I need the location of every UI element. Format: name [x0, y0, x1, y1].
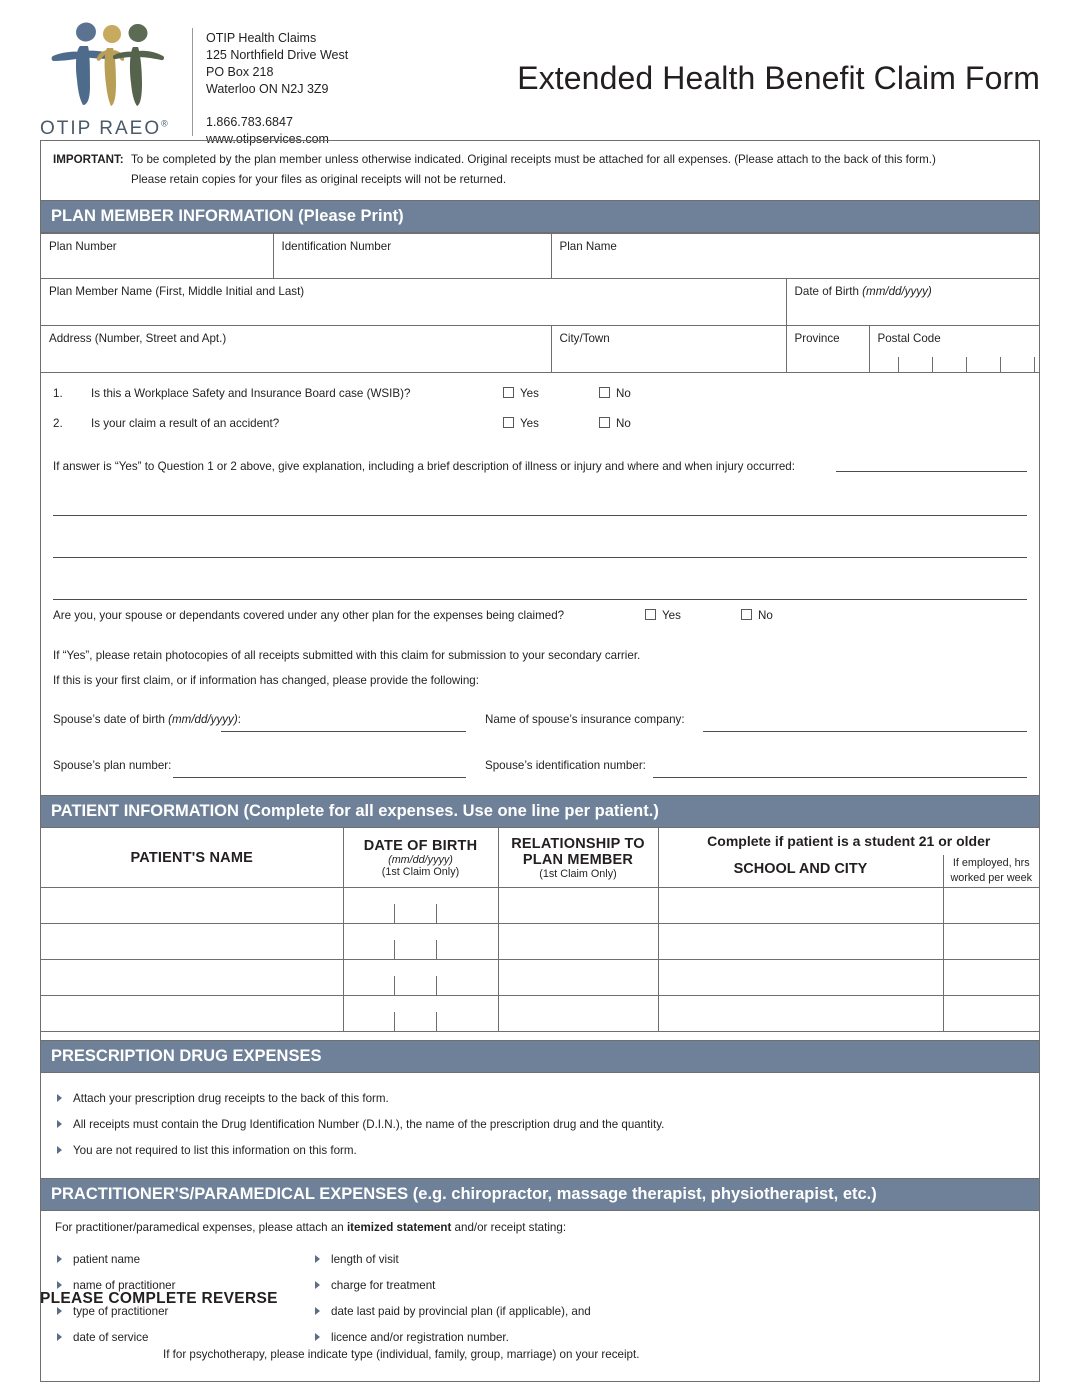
- question-2-text: Is your claim a result of an accident?: [91, 417, 280, 430]
- spouse-id-label: Spouse’s identification number:: [485, 759, 646, 772]
- table-row[interactable]: [41, 996, 1039, 1032]
- plan-member-grid: [41, 233, 1039, 373]
- cell-school-city[interactable]: [658, 888, 943, 924]
- spouse-dob-colon: :: [237, 713, 241, 726]
- list-item: length of visit: [313, 1249, 1013, 1270]
- spouse-dob-label: Spouse’s date of birth: [53, 713, 169, 726]
- list-item: charge for treatment: [313, 1275, 1013, 1296]
- field-identification-number[interactable]: [273, 234, 551, 279]
- question-2-yes-option[interactable]: [503, 417, 539, 430]
- cell-relationship[interactable]: [498, 924, 658, 960]
- coverage-yes-label: Yes: [662, 609, 681, 622]
- cell-relationship[interactable]: [498, 960, 658, 996]
- practitioner-right-bullets: [313, 1244, 1013, 1353]
- spouse-insurer-input[interactable]: [703, 731, 1027, 732]
- questions-block: [41, 373, 1039, 795]
- coverage-no-option[interactable]: [741, 609, 773, 622]
- company-website: www.otipservices.com: [206, 132, 329, 146]
- header-divider: [192, 28, 193, 136]
- note-first-claim: If this is your first claim, or if information has changed, please provide the following:: [53, 674, 479, 687]
- postal-code-separators: [870, 356, 1040, 372]
- field-plan-name-label: Plan Name: [559, 240, 617, 253]
- list-item: name of practitioner: [55, 1275, 315, 1296]
- question-2-no-label: No: [616, 417, 631, 430]
- question-2-yes-checkbox[interactable]: [503, 417, 514, 428]
- field-plan-name[interactable]: [551, 234, 1039, 279]
- important-notice: [41, 141, 1039, 200]
- cell-school-city[interactable]: [658, 960, 943, 996]
- practitioner-intro: [41, 1211, 1039, 1238]
- table-row[interactable]: [41, 888, 1039, 924]
- list-item: patient name: [55, 1249, 315, 1270]
- field-province[interactable]: [786, 326, 869, 373]
- field-address[interactable]: [41, 326, 551, 373]
- col-dob-label: DATE OF BIRTH: [363, 837, 478, 854]
- section-header-plan-member: PLAN MEMBER INFORMATION (Please Print): [41, 200, 1039, 233]
- question-2-no-option[interactable]: [599, 417, 631, 430]
- spouse-dob-input[interactable]: [221, 731, 466, 732]
- col-school-and-city-label: SCHOOL AND CITY: [733, 861, 868, 877]
- important-label: IMPORTANT:: [53, 153, 124, 166]
- question-1-row: [53, 387, 1027, 408]
- otip-logo-figures-icon: [50, 20, 170, 121]
- question-2-number: 2.: [53, 417, 63, 430]
- cell-hours-worked[interactable]: [943, 996, 1039, 1032]
- field-date-of-birth[interactable]: [786, 279, 1039, 326]
- list-item: licence and/or registration number.: [313, 1327, 1013, 1348]
- explanation-input-line-1[interactable]: [53, 515, 1027, 516]
- col-patient-name-label: PATIENT'S NAME: [130, 849, 254, 866]
- company-phone: 1.866.783.6847: [206, 115, 293, 129]
- cell-patient-name[interactable]: [41, 996, 343, 1032]
- question-1-no-checkbox[interactable]: [599, 387, 610, 398]
- question-1-number: 1.: [53, 387, 63, 400]
- col-date-of-birth: [343, 828, 498, 888]
- cell-date-of-birth[interactable]: [343, 924, 498, 960]
- col-school-and-city: [658, 855, 943, 888]
- coverage-yes-checkbox[interactable]: [645, 609, 656, 620]
- question-1-yes-label: Yes: [520, 387, 539, 400]
- spouse-id-input[interactable]: [653, 777, 1027, 778]
- page-title: Extended Health Benefit Claim Form: [517, 60, 1040, 96]
- coverage-no-label: No: [758, 609, 773, 622]
- question-1-yes-option[interactable]: [503, 387, 539, 400]
- form-header: [40, 18, 1040, 146]
- cell-relationship[interactable]: [498, 888, 658, 924]
- important-line-2: Please retain copies for your files as original receipts will not be returned.: [131, 173, 507, 186]
- company-city: Waterloo ON N2J 3Z9: [206, 82, 329, 96]
- field-plan-number[interactable]: [41, 234, 273, 279]
- practitioner-intro-pre: For practitioner/paramedical expenses, please attach an: [55, 1221, 347, 1234]
- col-patient-name: [41, 828, 343, 888]
- col-hours-worked-label-2: worked per week: [950, 872, 1033, 884]
- field-plan-member-name[interactable]: [41, 279, 786, 326]
- cell-hours-worked[interactable]: [943, 924, 1039, 960]
- table-row[interactable]: [41, 924, 1039, 960]
- form-body: [40, 140, 1040, 1382]
- col-dob-note: (1st Claim Only): [381, 865, 460, 878]
- field-date-of-birth-format: (mm/dd/yyyy): [862, 285, 932, 298]
- section-header-prescription-drug: PRESCRIPTION DRUG EXPENSES: [41, 1040, 1039, 1073]
- question-1-text: Is this a Workplace Safety and Insurance Board case (WSIB)?: [91, 387, 411, 400]
- note-secondary-carrier: If “Yes”, please retain photocopies of all receipts submitted with this claim for submission to your secondary carrier.: [53, 649, 641, 662]
- company-address: [206, 30, 348, 98]
- section-header-practitioner-paramedical: PRACTITIONER'S/PARAMEDICAL EXPENSES (e.g. chiropractor, massage therapist, physiotherapist, etc.): [41, 1178, 1039, 1211]
- field-postal-code[interactable]: [869, 326, 1039, 373]
- spouse-dob-format: (mm/dd/yyyy): [168, 713, 238, 726]
- cell-date-of-birth[interactable]: [343, 996, 498, 1032]
- cell-hours-worked[interactable]: [943, 888, 1039, 924]
- col-student-banner: [658, 828, 1039, 855]
- cell-school-city[interactable]: [658, 996, 943, 1032]
- col-relationship-note: (1st Claim Only): [539, 867, 617, 880]
- field-date-of-birth-label: Date of Birth: [794, 285, 863, 298]
- col-hours-worked-label-1: If employed, hrs: [952, 857, 1030, 869]
- field-plan-number-label: Plan Number: [49, 240, 117, 253]
- company-name: OTIP Health Claims: [206, 31, 317, 45]
- coverage-question-text: Are you, your spouse or dependants covered under any other plan for the expenses being claimed?: [53, 609, 565, 622]
- explanation-lines: [53, 473, 1027, 599]
- otip-wordmark-text: OTIP RAEO: [40, 118, 162, 139]
- list-item: type of practitioner: [55, 1301, 315, 1322]
- please-complete-reverse: PLEASE COMPLETE REVERSE: [40, 1290, 278, 1307]
- question-1-no-option[interactable]: [599, 387, 631, 400]
- col-student-banner-label: Complete if patient is a student 21 or older: [707, 833, 991, 849]
- field-city-town[interactable]: [551, 326, 786, 373]
- prescription-bullets: [41, 1073, 1039, 1178]
- col-dob-format: (mm/dd/yyyy): [388, 853, 453, 866]
- section-header-patient-information: PATIENT INFORMATION (Complete for all expenses. Use one line per patient.): [41, 795, 1039, 828]
- registered-mark-icon: ®: [161, 118, 168, 129]
- spouse-insurer-label: Name of spouse’s insurance company:: [485, 713, 685, 726]
- col-relationship-label-1: RELATIONSHIP TO: [511, 835, 645, 852]
- cell-patient-name[interactable]: [41, 888, 343, 924]
- cell-patient-name[interactable]: [41, 960, 343, 996]
- practitioner-psychotherapy-note: If for psychotherapy, please indicate type (individual, family, group, marriage) on your receipt.: [163, 1348, 640, 1361]
- cell-date-of-birth[interactable]: [343, 960, 498, 996]
- otip-logo: [40, 18, 180, 139]
- explanation-input-line-2[interactable]: [53, 557, 1027, 558]
- coverage-no-checkbox[interactable]: [741, 609, 752, 620]
- question-1-no-label: No: [616, 387, 631, 400]
- spouse-row-1: [53, 713, 1027, 735]
- question-2-no-checkbox[interactable]: [599, 417, 610, 428]
- question-2-yes-label: Yes: [520, 417, 539, 430]
- list-item: date of service: [55, 1327, 315, 1348]
- practitioner-intro-bold: itemized statement: [346, 1221, 452, 1234]
- col-relationship: [498, 828, 658, 888]
- field-province-label: Province: [794, 332, 840, 345]
- list-item: date last paid by provincial plan (if applicable), and: [313, 1301, 1013, 1322]
- field-postal-code-label: Postal Code: [877, 332, 941, 345]
- spouse-row-2: [53, 759, 1027, 781]
- cell-patient-name[interactable]: [41, 924, 343, 960]
- explanation-input-line-3[interactable]: [53, 599, 1027, 600]
- otip-wordmark: [40, 118, 168, 140]
- list-item: You are not required to list this information on this form.: [55, 1140, 1025, 1161]
- spouse-plan-input[interactable]: [173, 777, 466, 778]
- question-2-row: [53, 417, 1027, 438]
- explanation-input-line-0[interactable]: [836, 471, 1027, 472]
- field-identification-number-label: Identification Number: [281, 240, 392, 253]
- col-hours-worked: [943, 855, 1039, 888]
- list-item: All receipts must contain the Drug Identification Number (D.I.N.), the name of the prescription drug and the quantity.: [55, 1114, 1025, 1135]
- explanation-prompt: If answer is “Yes” to Question 1 or 2 above, give explanation, including a brief description of illness or injury and where and when injury occurred:: [53, 460, 795, 473]
- cell-date-of-birth[interactable]: [343, 888, 498, 924]
- spouse-plan-label: Spouse’s plan number:: [53, 759, 172, 772]
- coverage-question-row: [53, 609, 1027, 631]
- list-item: Attach your prescription drug receipts to the back of this form.: [55, 1088, 1025, 1109]
- patient-information-table: [41, 828, 1039, 1032]
- col-relationship-label-2: PLAN MEMBER: [522, 851, 634, 868]
- practitioner-intro-post: and/or receipt stating:: [451, 1221, 567, 1234]
- table-row[interactable]: [41, 960, 1039, 996]
- coverage-yes-option[interactable]: [645, 609, 681, 622]
- field-address-label: Address (Number, Street and Apt.): [49, 332, 227, 345]
- patient-table-header-row-1: [41, 828, 1039, 855]
- field-city-town-label: City/Town: [559, 332, 610, 345]
- cell-hours-worked[interactable]: [943, 960, 1039, 996]
- important-line-1: To be completed by the plan member unless otherwise indicated. Original receipts must be attached for all expenses. (Please attach to the back of this form.): [131, 153, 936, 166]
- explanation-prompt-row: [53, 460, 1027, 473]
- question-1-yes-checkbox[interactable]: [503, 387, 514, 398]
- col-hours-worked-label: [944, 856, 1040, 886]
- field-plan-member-name-label: Plan Member Name (First, Middle Initial and Last): [49, 285, 305, 298]
- cell-school-city[interactable]: [658, 924, 943, 960]
- company-street: 125 Northfield Drive West: [206, 48, 349, 62]
- company-pobox: PO Box 218: [206, 65, 274, 79]
- cell-relationship[interactable]: [498, 996, 658, 1032]
